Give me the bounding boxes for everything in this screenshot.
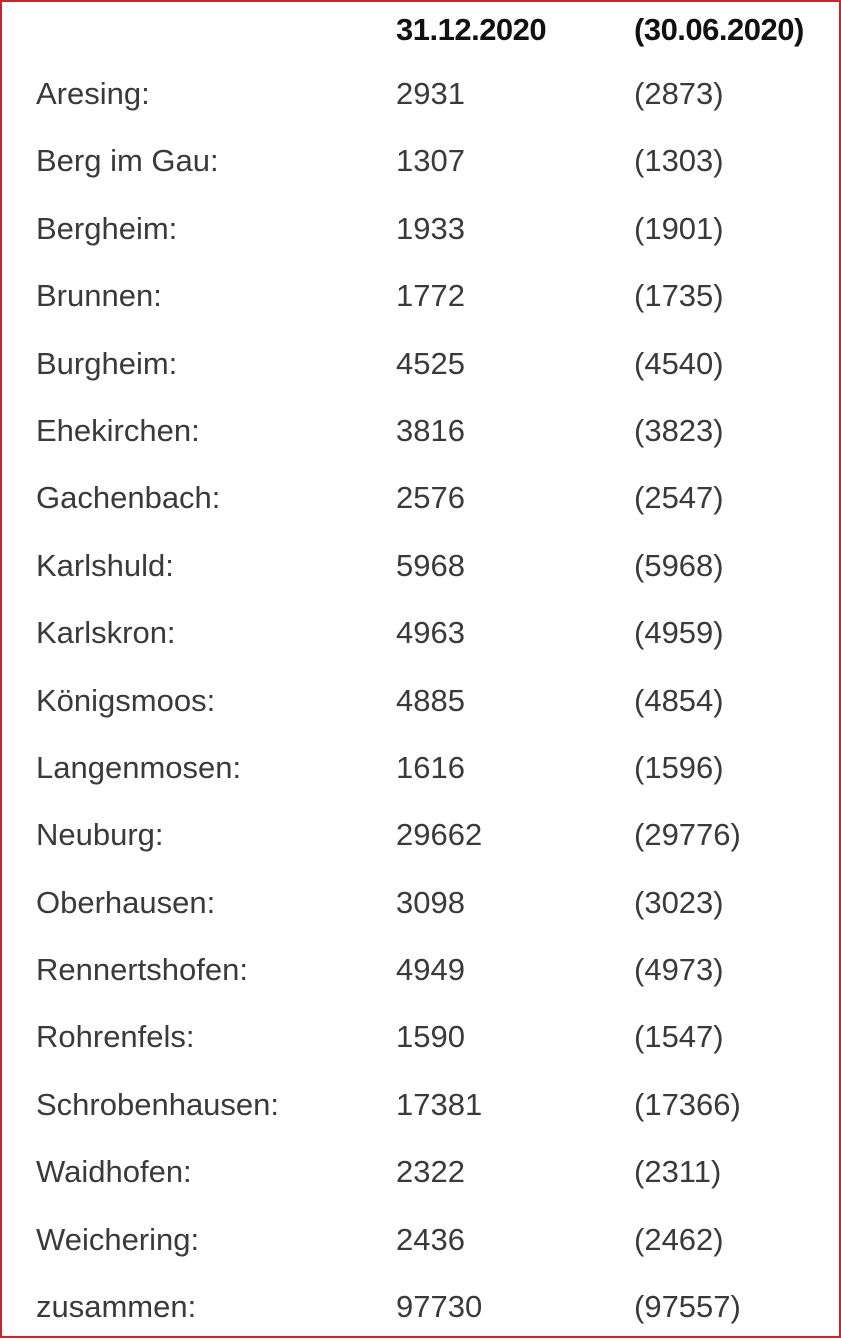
table-row: [36, 1071, 836, 1138]
population-previous: (1303): [634, 143, 724, 179]
population-previous: (29776): [634, 817, 741, 853]
population-previous: (2547): [634, 480, 724, 516]
municipality-name: Königsmoos:: [36, 682, 216, 718]
population-previous: (2311): [634, 1154, 722, 1190]
municipality-name: Rennertshofen:: [36, 952, 248, 988]
population-current: 1933: [396, 210, 465, 246]
population-current: 3816: [396, 412, 465, 448]
population-previous: (1596): [634, 749, 724, 785]
population-previous: (4540): [634, 345, 724, 381]
table-body: [36, 60, 836, 1340]
municipality-name: Aresing:: [36, 76, 150, 111]
table-row: [36, 397, 836, 464]
table-row: [36, 262, 836, 329]
municipality-name: Karlskron:: [36, 615, 176, 651]
municipality-name: Bergheim:: [36, 210, 178, 246]
population-table: [36, 2, 836, 1340]
population-current: 1590: [396, 1019, 465, 1055]
population-previous: (4854): [634, 682, 724, 718]
population-previous: (1547): [634, 1019, 724, 1055]
municipality-name: Ehekirchen:: [36, 412, 200, 448]
municipality-name: Langenmosen:: [36, 749, 242, 785]
population-previous: (17366): [634, 1086, 741, 1122]
municipality-name: Weichering:: [36, 1221, 200, 1257]
table-row: [36, 195, 836, 262]
population-current: 2931: [396, 76, 465, 111]
table-row: [36, 1138, 836, 1205]
table-row: [36, 60, 836, 127]
municipality-name: Gachenbach:: [36, 480, 221, 516]
municipality-name: Berg im Gau:: [36, 143, 219, 179]
municipality-name: Burgheim:: [36, 345, 178, 381]
population-previous: (5968): [634, 547, 724, 583]
population-previous: (2873): [634, 76, 724, 111]
table-row: [36, 869, 836, 936]
population-previous: (4973): [634, 952, 724, 988]
population-current: 1772: [396, 278, 465, 314]
population-current: 4949: [396, 952, 465, 988]
population-current: 1616: [396, 749, 465, 785]
population-previous: (1735): [634, 278, 724, 314]
column-header-current: 31.12.2020: [396, 12, 547, 47]
population-current: 1307: [396, 143, 465, 179]
population-current: 97730: [396, 1289, 483, 1325]
population-current: 4525: [396, 345, 465, 381]
municipality-name: Rohrenfels:: [36, 1019, 195, 1055]
population-current: 5968: [396, 547, 465, 583]
table-row: [36, 667, 836, 734]
table-row: [36, 936, 836, 1003]
population-previous: (4959): [634, 615, 724, 651]
table-row: [36, 599, 836, 666]
population-previous: (3823): [634, 412, 724, 448]
municipality-name: zusammen:: [36, 1289, 197, 1325]
table-row: [36, 330, 836, 397]
municipality-name: Schrobenhausen:: [36, 1086, 280, 1122]
population-current: 2576: [396, 480, 465, 516]
population-current: 4885: [396, 682, 465, 718]
population-current: 3098: [396, 884, 465, 920]
municipality-name: Karlshuld:: [36, 547, 174, 583]
municipality-name: Neuburg:: [36, 817, 164, 853]
table-row: [36, 1273, 836, 1340]
population-previous: (3023): [634, 884, 724, 920]
population-previous: (97557): [634, 1289, 741, 1325]
population-previous: (1901): [634, 210, 724, 246]
table-row: [36, 1003, 836, 1070]
table-row: [36, 734, 836, 801]
table-header: [36, 2, 836, 60]
table-row: [36, 801, 836, 868]
population-current: 29662: [396, 817, 483, 853]
population-current: 4963: [396, 615, 465, 651]
table-row: [36, 127, 836, 194]
column-header-previous: (30.06.2020): [634, 12, 804, 47]
municipality-name: Brunnen:: [36, 278, 162, 314]
population-current: 2322: [396, 1154, 465, 1190]
population-previous: (2462): [634, 1221, 724, 1257]
municipality-name: Waidhofen:: [36, 1154, 192, 1190]
municipality-name: Oberhausen:: [36, 884, 216, 920]
table-row: [36, 532, 836, 599]
population-current: 2436: [396, 1221, 465, 1257]
population-current: 17381: [396, 1086, 483, 1122]
table-row: [36, 1206, 836, 1273]
table-row: [36, 464, 836, 531]
